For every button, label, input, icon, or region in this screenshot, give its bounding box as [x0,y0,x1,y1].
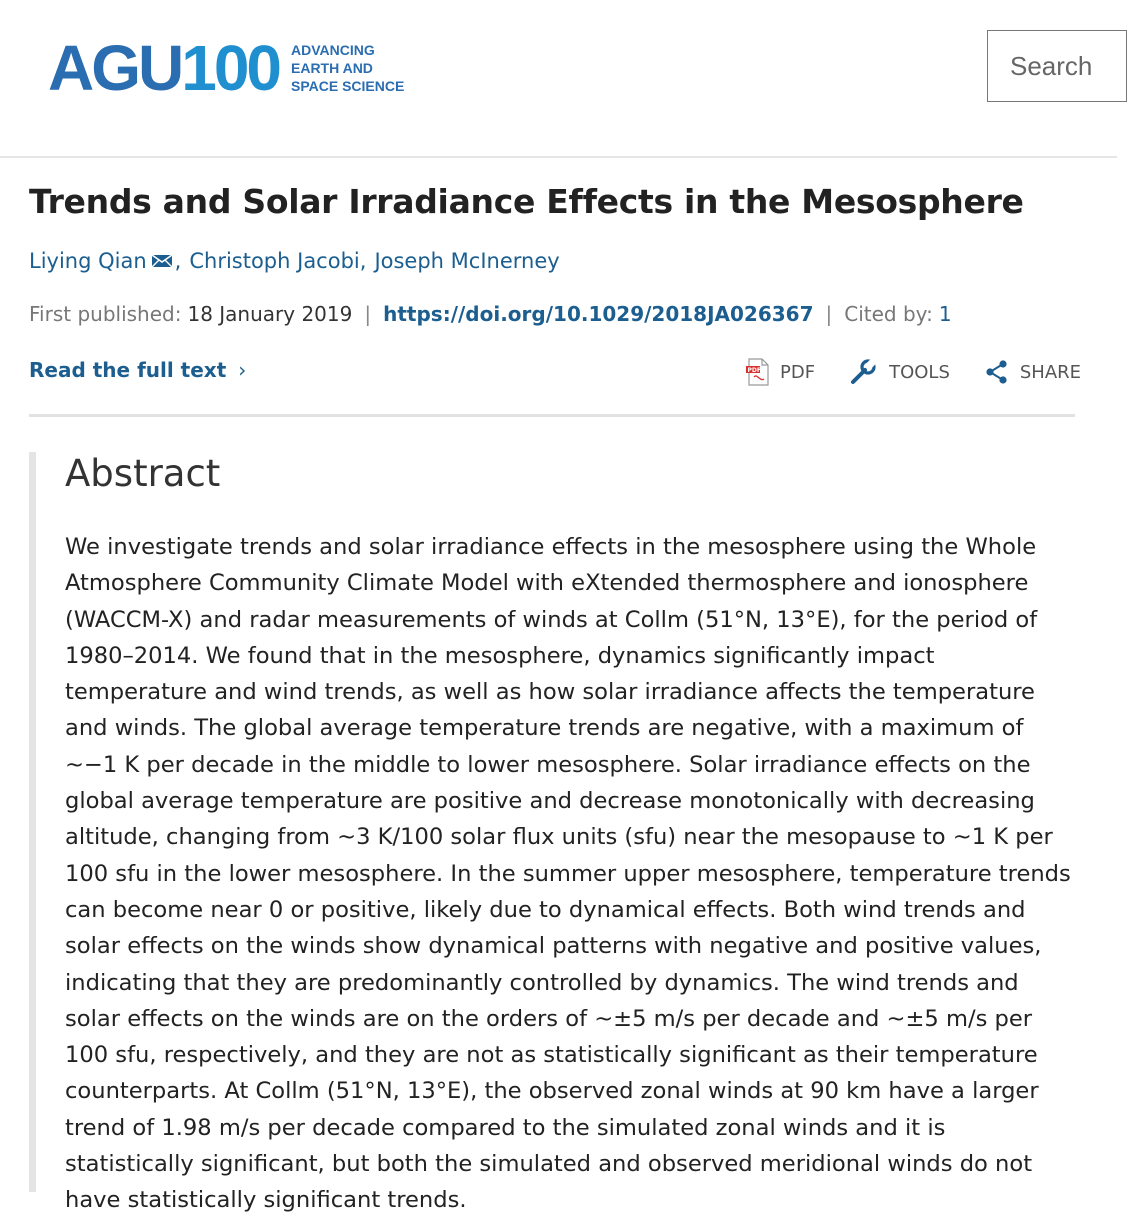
mail-icon[interactable] [151,254,173,268]
info-separator: | [825,302,833,326]
logo-tagline-line3: SPACE SCIENCE [291,78,405,94]
logo-tagline-line2: EARTH AND [291,60,373,76]
cited-by-label: Cited by: [844,302,933,326]
author-list [29,249,560,273]
logo-tagline [291,41,404,95]
info-separator: | [364,302,372,326]
chevron-right-icon: › [238,358,247,382]
pdf-icon [746,358,770,386]
site-header [0,0,1117,158]
logo-text: AGU [48,32,182,104]
article-actions [746,358,1081,386]
wrench-icon [849,358,879,386]
first-published-date: 18 January 2019 [187,302,353,326]
share-icon [984,359,1010,385]
tools-label: TOOLS [889,361,950,383]
agu-logo[interactable] [48,32,405,104]
pdf-label: PDF [780,361,816,383]
read-full-text-link[interactable] [29,358,246,382]
svg-text:PDF: PDF [747,367,761,374]
author-link[interactable]: Liying Qian [29,249,147,273]
article-title: Trends and Solar Irradiance Effects in the Mesosphere [29,182,1024,221]
share-button[interactable] [984,359,1081,385]
section-divider [29,414,1075,417]
logo-tagline-line1: ADVANCING [291,42,375,58]
share-label: SHARE [1019,361,1082,383]
author-separator: , [174,249,182,273]
logo-wordmark [48,32,279,104]
publication-info [29,302,952,326]
abstract-section [29,452,1089,1214]
first-published-label: First published: [29,302,182,326]
search-input[interactable]: Search [987,30,1127,102]
abstract-heading: Abstract [65,452,221,495]
author-link[interactable]: Christoph Jacobi [189,249,360,273]
author-separator: , [359,249,367,273]
author-link[interactable]: Joseph McInerney [374,249,560,273]
abstract-text: We investigate trends and solar irradiance effects in the mesosphere using the Whole Atmosphere Community Climate Model with eXtended thermosphere and ionosphere (WACCM-X) and radar measurements of winds at Collm (51°N, 13°E), for the period of 1980–2014. We found that in the mesosphere, dynamics significantly impact temperature and wind trends, as well as how solar irradiance affects the temperature and winds. The global average temperature trends are negative, with a maximum of ~−1 K per decade in the middle to lower mesosphere. Solar irradiance effects on the global average temperature are positive and decrease monotonically with decreasing altitude, changing from ~3 K/100 solar flux units (sfu) near the mesopause to ~1 K per 100 sfu in the lower mesosphere. In the summer upper mesosphere, temperature trends can become near 0 or positive, likely due to dynamical effects. Both wind trends and solar effects on the winds show dynamical patterns with negative and positive values, indicating that they are predominantly controlled by dynamics. The wind trends and solar effects on the winds are on the orders of ~±5 m/s per decade and ~±5 m/s per 100 sfu, respectively, and they are not as statistically significant as their temperature counterparts. At Collm (51°N, 13°E), the observed zonal winds at 90 km have a larger trend of 1.98 m/s per decade compared to the simulated zonal winds and it is statistically significant, but both the simulated and observed meridional winds do not have statistically significant trends. [65,534,1071,1214]
cited-by-count[interactable]: 1 [938,302,952,326]
read-full-text-label: Read the full text [29,358,227,382]
doi-link[interactable]: https://doi.org/10.1029/2018JA026367 [383,302,814,326]
logo-number: 100 [181,32,279,104]
pdf-button[interactable] [746,358,815,386]
tools-button[interactable] [849,358,950,386]
